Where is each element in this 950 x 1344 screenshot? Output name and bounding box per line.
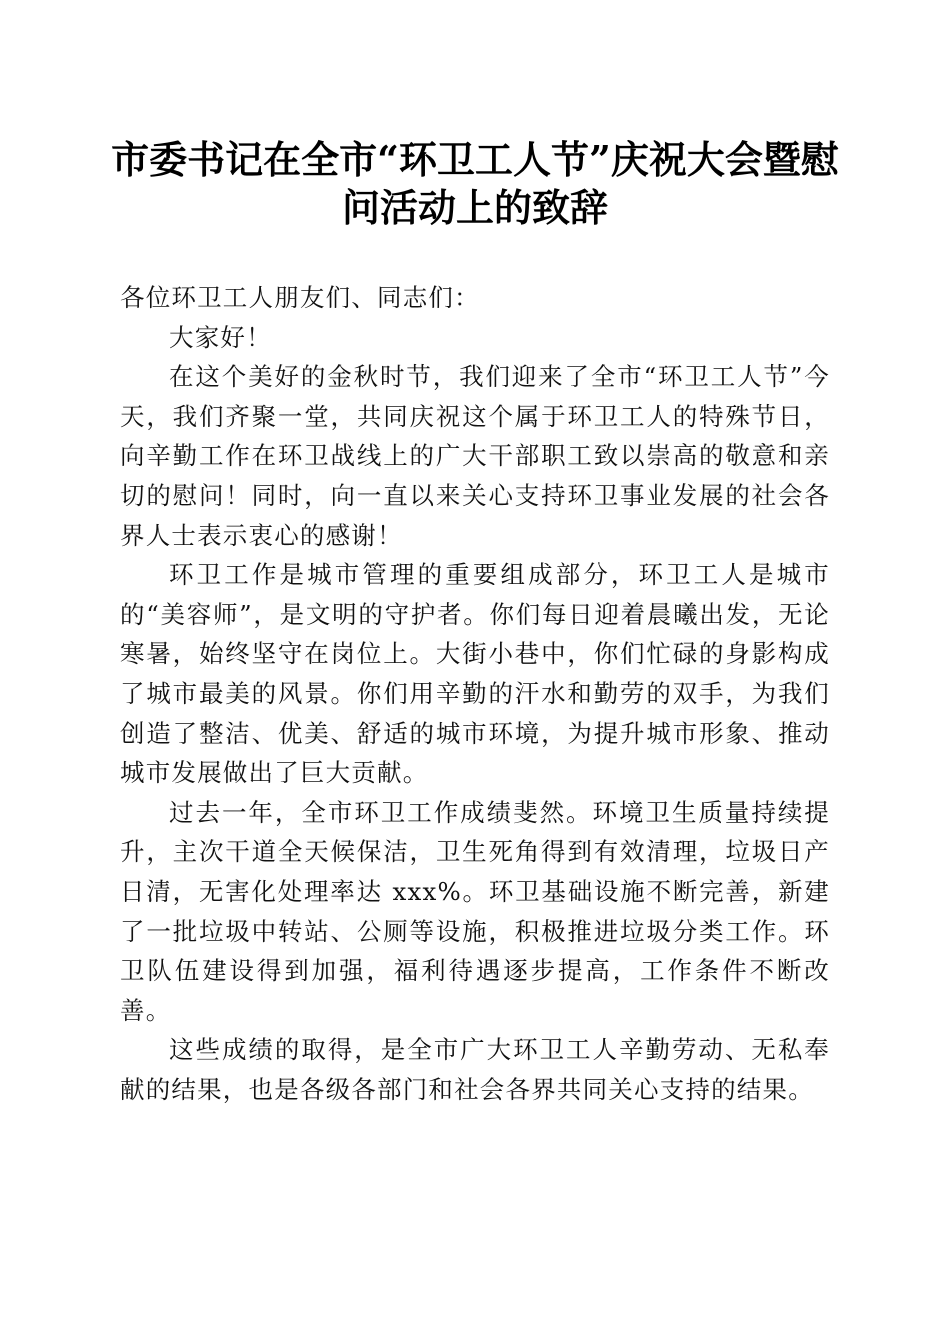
document-body: [120, 278, 830, 1109]
title-line-1: 市委书记在全市“环卫工人节”庆祝大会暨慰: [111, 137, 839, 182]
greeting: 大家好！: [169, 322, 272, 352]
paragraph-1: 在这个美好的金秋时节，我们迎来了全市“环卫工人节”今天，我们齐聚一堂，共同庆祝这个属于环卫工人的特殊节日，向辛勤工作在环卫战线上的广大干部职工致以崇高的敬意和亲切的慰问！同时，向一直以来关心支持环卫事业发展的社会各界人士表示衷心的感谢！: [120, 362, 830, 550]
paragraph-3: 过去一年，全市环卫工作成绩斐然。环境卫生质量持续提升，主次干道全天候保洁，卫生死角得到有效清理，垃圾日产日清，无害化处理率达 xxx%。环卫基础设施不断完善，新建了一批垃圾中转站、公厕等设施，积极推进垃圾分类工作。环卫队伍建设得到加强，福利待遇逐步提高，工作条件不断改善。: [120, 797, 830, 1025]
paragraph-2: 环卫工作是城市管理的重要组成部分，环卫工人是城市的“美容师”，是文明的守护者。你们每日迎着晨曦出发，无论寒暑，始终坚守在岗位上。大街小巷中，你们忙碌的身影构成了城市最美的风景。你们用辛勤的汗水和勤劳的双手，为我们创造了整洁、优美、舒适的城市环境，为提升城市形象、推动城市发展做出了巨大贡献。: [120, 560, 830, 788]
salutation: 各位环卫工人朋友们、同志们：: [120, 283, 480, 312]
title-line-2: 问活动上的致辞: [341, 185, 608, 230]
paragraph-4: 这些成绩的取得，是全市广大环卫工人辛勤劳动、无私奉献的结果，也是各级各部门和社会各界共同关心支持的结果。: [120, 1035, 830, 1104]
document-title: [100, 136, 850, 232]
